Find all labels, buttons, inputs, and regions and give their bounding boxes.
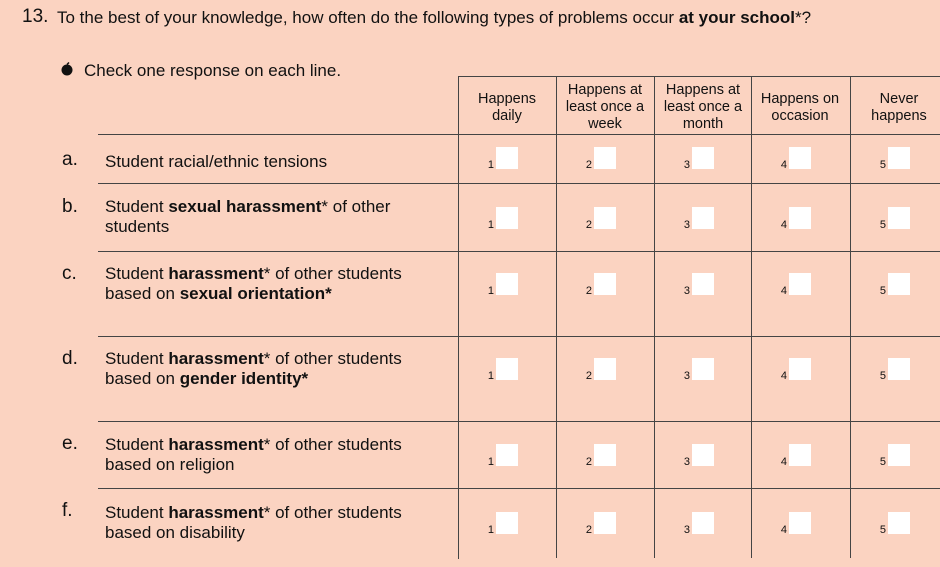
column-header-line: Happens [477,91,537,107]
row-label-part: harassment [168,435,264,454]
response-checkbox[interactable] [496,358,518,380]
response-option[interactable] [482,358,542,384]
row-label-part: harassment [168,503,264,522]
response-option[interactable] [874,358,934,384]
response-checkbox[interactable] [496,207,518,229]
response-checkbox[interactable] [496,444,518,466]
response-checkbox[interactable] [594,358,616,380]
response-code: 1 [487,456,494,468]
response-option[interactable] [775,444,835,470]
response-code: 4 [780,159,787,171]
row-label-part: * [325,284,332,303]
instruction [60,61,341,81]
response-code: 1 [487,219,494,231]
response-checkbox[interactable] [692,207,714,229]
row-label-part: sexual harassment [168,197,322,216]
column-header-line: happens [871,108,927,124]
row-letter: d. [62,348,78,369]
response-code: 2 [585,219,592,231]
response-option[interactable] [874,207,934,233]
row-label-part: Student [105,503,169,522]
row-label-part: gender identity [179,369,302,388]
response-code: 2 [585,370,592,382]
row-divider [98,251,940,252]
response-checkbox[interactable] [888,444,910,466]
response-checkbox[interactable] [789,273,811,295]
response-option[interactable] [874,444,934,470]
response-code: 4 [780,219,787,231]
response-code: 3 [683,524,690,536]
response-option[interactable] [678,444,738,470]
question-text [57,7,877,28]
row-label [105,197,445,237]
response-code: 5 [879,159,886,171]
row-label-part: Student [105,197,169,216]
response-code: 3 [683,219,690,231]
response-option[interactable] [580,147,640,173]
response-code: 4 [780,456,787,468]
response-checkbox[interactable] [888,147,910,169]
checkmark-bullet-icon [60,62,74,80]
column-divider [556,76,557,558]
response-checkbox[interactable] [496,273,518,295]
row-label [105,435,445,475]
row-letter: b. [62,196,78,217]
response-code: 5 [879,456,886,468]
row-divider [98,488,940,489]
row-label-part: * of other students [105,197,391,236]
response-option[interactable] [775,273,835,299]
response-checkbox[interactable] [594,444,616,466]
response-option[interactable] [775,358,835,384]
response-code: 5 [879,285,886,297]
column-divider [751,76,752,558]
response-checkbox[interactable] [692,444,714,466]
row-divider [98,336,940,337]
row-label [105,503,445,543]
response-code: 5 [879,524,886,536]
response-code: 4 [780,285,787,297]
response-option[interactable] [580,273,640,299]
response-option[interactable] [775,147,835,173]
response-option[interactable] [580,444,640,470]
response-option[interactable] [678,207,738,233]
response-option[interactable] [482,512,542,538]
column-header-line: Happens on [760,91,840,107]
row-label-part: harassment [168,349,264,368]
response-code: 1 [487,159,494,171]
response-option[interactable] [580,512,640,538]
row-divider [98,421,940,422]
row-label [105,264,445,304]
column-header-line: Never [879,91,919,107]
question-text-start: To the best of your knowledge, how often do the following types of problems occur [57,8,679,27]
response-code: 2 [585,285,592,297]
column-header-line: Happens at [567,82,643,98]
row-label-part: sexual orientation [179,284,326,303]
column-header [556,82,654,133]
row-label-part: Student racial/ethnic tensions [105,152,328,171]
column-header-line: Happens at [665,82,741,98]
response-checkbox[interactable] [888,512,910,534]
response-checkbox[interactable] [888,273,910,295]
response-code: 2 [585,524,592,536]
response-checkbox[interactable] [789,147,811,169]
response-option[interactable] [874,512,934,538]
response-checkbox[interactable] [789,358,811,380]
response-checkbox[interactable] [692,358,714,380]
response-code: 1 [487,524,494,536]
question-text-bold: at your school [678,8,795,27]
response-checkbox[interactable] [692,147,714,169]
response-code: 3 [683,456,690,468]
response-checkbox[interactable] [789,512,811,534]
column-header [850,91,940,125]
question-number: 13. [22,6,49,27]
row-label-part: * of other students based on disability [105,503,402,542]
column-header-line: occasion [771,108,829,124]
response-checkbox[interactable] [496,512,518,534]
row-label-part: * of other students based on [105,264,402,303]
response-option[interactable] [580,207,640,233]
response-code: 5 [879,219,886,231]
column-header-line: week [588,116,622,132]
row-label-part: Student [105,264,169,283]
response-checkbox[interactable] [594,147,616,169]
response-checkbox[interactable] [888,358,910,380]
column-divider [654,76,655,558]
row-letter: e. [62,433,78,454]
response-code: 1 [487,370,494,382]
response-checkbox[interactable] [789,444,811,466]
response-code: 3 [683,370,690,382]
response-option[interactable] [874,273,934,299]
response-option[interactable] [580,358,640,384]
response-code: 2 [585,456,592,468]
column-header-line: month [682,116,724,132]
response-code: 5 [879,370,886,382]
response-checkbox[interactable] [789,207,811,229]
response-checkbox[interactable] [496,147,518,169]
column-divider [850,76,851,558]
row-label-part: Student [105,349,169,368]
response-code: 3 [683,159,690,171]
response-checkbox[interactable] [888,207,910,229]
column-header-line: least once a [565,99,645,115]
row-letter: a. [62,149,78,170]
response-option[interactable] [482,444,542,470]
response-option[interactable] [678,358,738,384]
row-label-part: * of other students based on religion [105,435,402,474]
response-code: 4 [780,370,787,382]
column-header [751,91,849,125]
response-checkbox[interactable] [692,512,714,534]
row-divider [98,134,940,135]
response-option[interactable] [482,207,542,233]
response-option[interactable] [482,273,542,299]
question-text-end: *? [795,8,812,27]
response-option[interactable] [874,147,934,173]
response-option[interactable] [678,512,738,538]
response-code: 4 [780,524,787,536]
row-label [105,349,445,389]
column-header-line: daily [492,108,522,124]
row-divider [98,183,940,184]
response-option[interactable] [482,147,542,173]
row-label-part: harassment [168,264,264,283]
response-checkbox[interactable] [594,273,616,295]
row-label [105,152,445,172]
response-option[interactable] [775,512,835,538]
response-option[interactable] [678,147,738,173]
row-label-part: * of other students based on [105,349,402,388]
row-letter: c. [62,263,77,284]
instruction-text: Check one response on each line. [84,61,342,80]
row-letter: f. [62,500,73,521]
response-code: 1 [487,285,494,297]
column-header [654,82,752,133]
response-checkbox[interactable] [594,512,616,534]
column-header-line: least once a [663,99,743,115]
response-option[interactable] [678,273,738,299]
response-code: 2 [585,159,592,171]
response-option[interactable] [775,207,835,233]
row-label-part: Student [105,435,169,454]
response-checkbox[interactable] [692,273,714,295]
response-code: 3 [683,285,690,297]
response-checkbox[interactable] [594,207,616,229]
column-header [458,91,556,125]
row-label-part: * [301,369,309,388]
